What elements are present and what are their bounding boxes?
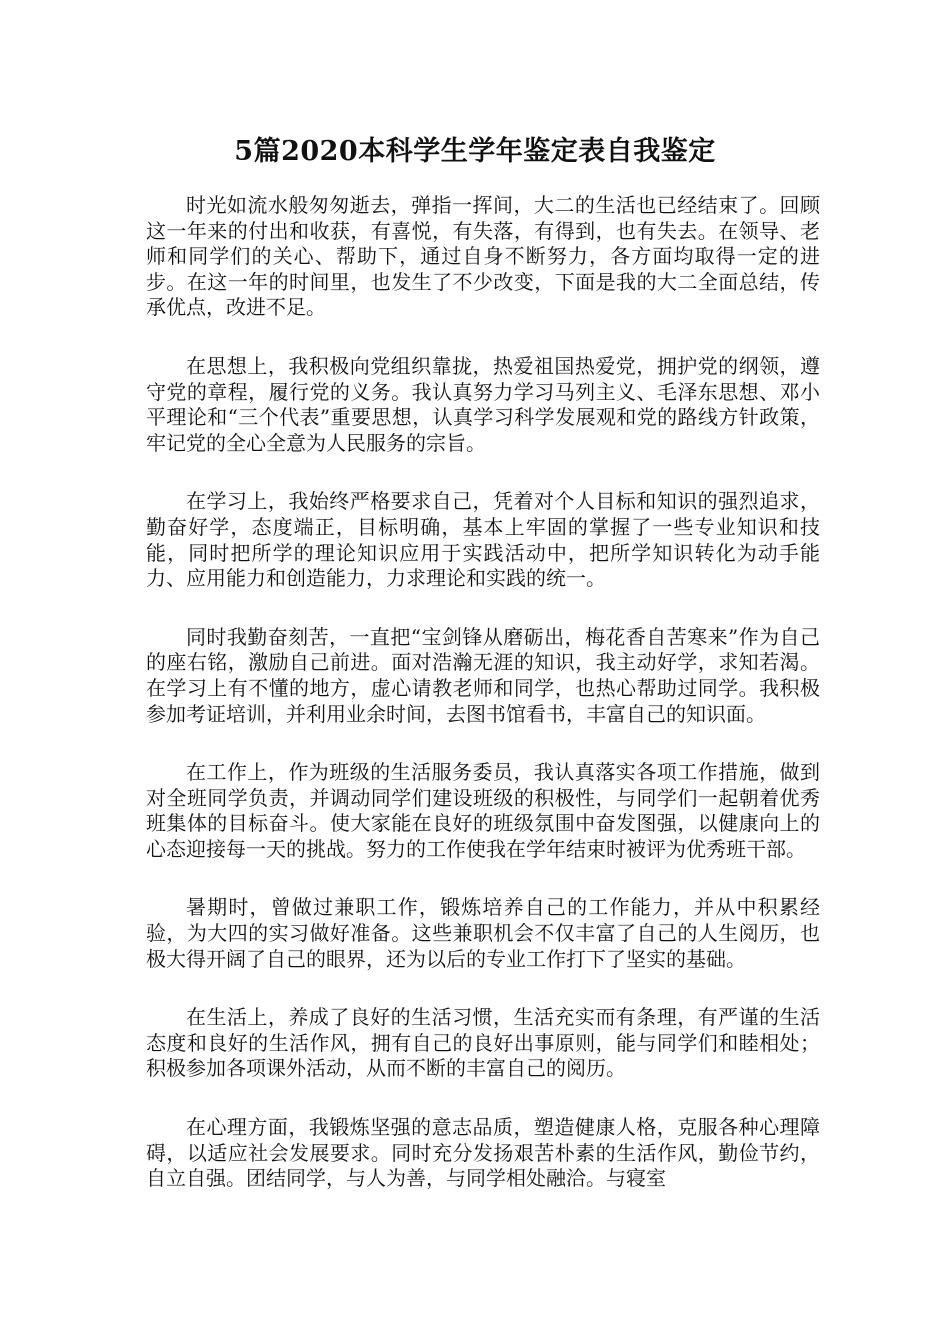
document-body	[146, 193, 820, 1225]
paragraph-work: 在工作上，作为班级的生活服务委员，我认真落实各项工作措施，做到对全班同学负责，并调动同学们建设班级的积极性，与同学们一起朝着优秀班集体的目标奋斗。使大家能在良好的班级氛围中奋发图强，以健康向上的心态迎接每一天的挑战。努力的工作使我在学年结束时被评为优秀班干部。	[146, 760, 820, 861]
document-title: 5篇2020本科学生学年鉴定表自我鉴定	[234, 136, 716, 167]
paragraph-diligence: 同时我勤奋刻苦，一直把“宝剑锋从磨砺出，梅花香自苦寒来”作为自己的座右铭，激励自己前进。面对浩瀚无涯的知识，我主动好学，求知若渴。在学习上有不懂的地方，虚心请教老师和同学，也热心帮助过同学。我积极参加考证培训，并利用业余时间，去图书馆看书，丰富自己的知识面。	[146, 624, 820, 726]
paragraph-study: 在学习上，我始终严格要求自己，凭着对个人目标和知识的强烈追求，勤奋好学，态度端正，目标明确，基本上牢固的掌握了一些专业知识和技能，同时把所学的理论知识应用于实践活动中，把所学知识转化为动手能力、应用能力和创造能力，力求理论和实践的统一。	[146, 489, 820, 591]
paragraph-ideology: 在思想上，我积极向党组织靠拢，热爱祖国热爱党，拥护党的纲领，遵守党的章程，履行党的义务。我认真努力学习马列主义、毛泽东思想、邓小平理论和“三个代表”重要思想，认真学习科学发展观和党的路线方针政策，牢记党的全心全意为人民服务的宗旨。	[146, 353, 820, 455]
paragraph-psychology: 在心理方面，我锻炼坚强的意志品质，塑造健康人格，克服各种心理障碍，以适应社会发展要求。同时充分发扬艰苦朴素的生活作风，勤俭节约，自立自强。团结同学，与人为善，与同学相处融洽。与寝室	[146, 1115, 820, 1191]
paragraph-life: 在生活上，养成了良好的生活习惯，生活充实而有条理，有严谨的生活态度和良好的生活作风，拥有自己的良好出事原则，能与同学们和睦相处；积极参加各项课外活动，从而不断的丰富自己的阅历。	[146, 1005, 820, 1081]
paragraph-intro: 时光如流水般匆匆逝去，弹指一挥间，大二的生活也已经结束了。回顾这一年来的付出和收获，有喜悦，有失落，有得到，也有失去。在领导、老师和同学们的关心、帮助下，通过自身不断努力，各方面均取得一定的进步。在这一年的时间里，也发生了不少改变，下面是我的大二全面总结，传承优点，改进不足。	[146, 193, 820, 320]
paragraph-summer-job: 暑期时，曾做过兼职工作，锻炼培养自己的工作能力，并从中积累经验，为大四的实习做好准备。这些兼职机会不仅丰富了自己的人生阅历，也极大得开阔了自己的眼界，还为以后的专业工作打下了坚实的基础。	[146, 895, 820, 971]
